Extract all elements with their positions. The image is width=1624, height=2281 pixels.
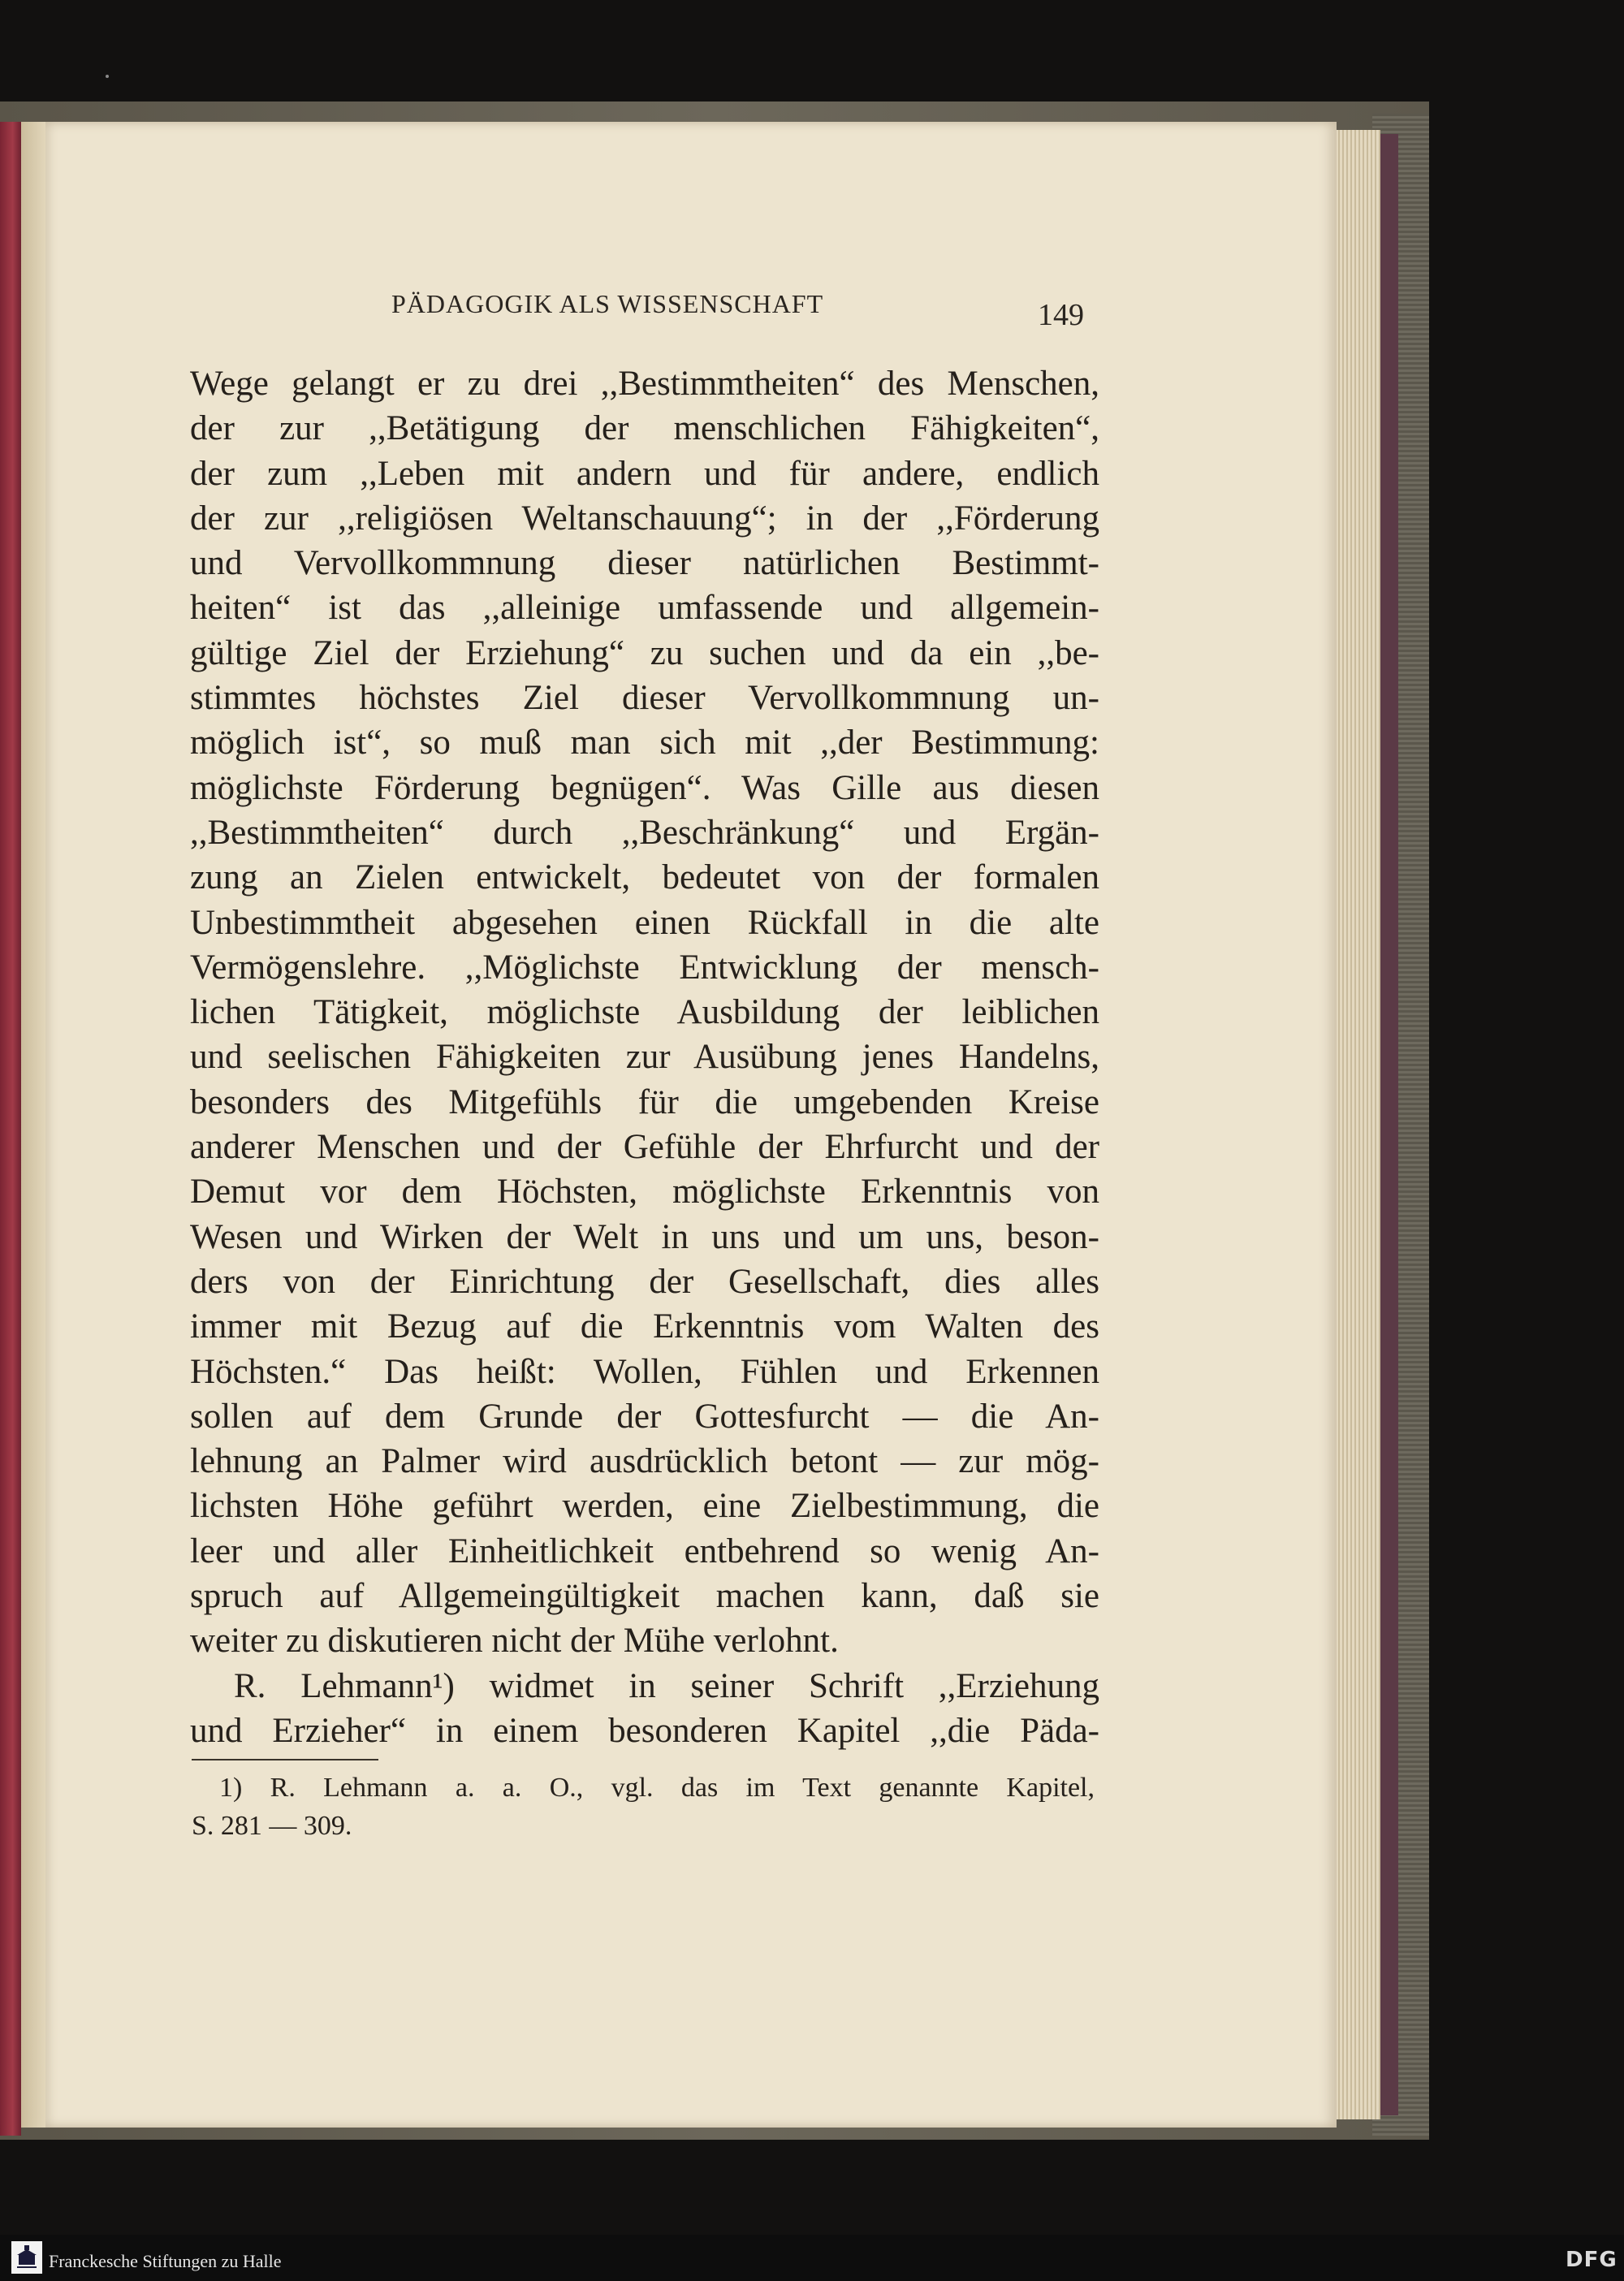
spine-band [0,122,21,2136]
text-line: und Erzieher“ in einem besonderen Kapitel ,,die Päda- [190,1711,1099,1750]
footnote-line: 1) R. Lehmann a. a. O., vgl. das im Text genannte Kapitel, [219,1773,1095,1803]
text-line: R. Lehmann¹) widmet in seiner Schrift ,,Erziehung [234,1666,1099,1705]
text-line: ,,Bestimmtheiten“ durch ,,Beschränkung“ und Ergän- [190,813,1099,852]
text-line: lichen Tätigkeit, möglichste Ausbildung der leiblichen [190,993,1099,1032]
text-line: möglich ist“, so muß man sich mit ,,der Bestimmung: [190,724,1099,762]
body-text [190,361,1099,1753]
text-line: spruch auf Allgemeingültigkeit machen kann, daß sie [190,1577,1099,1616]
text-line: lehnung an Palmer wird ausdrücklich betont — zur mög- [190,1442,1099,1481]
text-line: heiten“ ist das ,,alleinige umfassende und allgemein- [190,589,1099,628]
dust-speck [106,75,109,78]
text-line: Vermögenslehre. ,,Möglichste Entwicklung der mensch- [190,948,1099,987]
institution-logo-icon [11,2241,42,2274]
running-head: PÄDAGOGIK ALS WISSENSCHAFT [391,289,824,318]
text-line: Wege gelangt er zu drei ,,Bestimmtheiten“ des Menschen, [190,365,1099,403]
building-icon [15,2244,39,2271]
text-line: gültige Ziel der Erziehung“ zu suchen und da ein ,,be- [190,633,1099,672]
text-line: lichsten Höhe geführt werden, eine Zielbestimmung, die [190,1487,1099,1526]
text-line: anderer Menschen und der Gefühle der Ehrfurcht und der [190,1128,1099,1167]
text-line: und seelischen Fähigkeiten zur Ausübung jenes Handelns, [190,1038,1099,1077]
footnote-rule [192,1759,378,1760]
text-line: Höchsten.“ Das heißt: Wollen, Fühlen und Erkennen [190,1352,1099,1391]
text-line: besonders des Mitgefühls für die umgebenden Kreise [190,1082,1099,1121]
dfg-logo: DFG [1566,2248,1618,2272]
text-line: Wesen und Wirken der Welt in uns und um uns, beson- [190,1217,1099,1256]
text-line: weiter zu diskutieren nicht der Mühe verlohnt. [190,1622,839,1661]
footnotes [192,1769,1095,1845]
text-line: immer mit Bezug auf die Erkenntnis vom Walten des [190,1307,1099,1346]
text-line: der zur ,,religiösen Weltanschauung“; in der ,,Förderung [190,499,1099,538]
text-line: und Vervollkommnung dieser natürlichen Bestimmt- [190,544,1099,583]
text-line: stimmtes höchstes Ziel dieser Vervollkommnung un- [190,679,1099,718]
footnote-line: S. 281 — 309. [192,1811,352,1841]
text-line: der zum ,,Leben mit andern und für andere, endlich [190,454,1099,493]
text-line: ders von der Einrichtung der Gesellschaft, dies alles [190,1262,1099,1301]
text-line: Unbestimmtheit abgesehen einen Rückfall in die alte [190,903,1099,942]
text-line: zung an Zielen entwickelt, bedeutet von der formalen [190,858,1099,897]
text-line: Demut vor dem Höchsten, möglichste Erkenntnis von [190,1173,1099,1212]
facing-page-edge [21,122,45,2128]
footer-institution: Franckesche Stiftungen zu Halle [49,2251,282,2271]
text-line: leer und aller Einheitlichkeit entbehrend so wenig An- [190,1531,1099,1570]
text-line: möglichste Förderung begnügen“. Was Gille aus diesen [190,768,1099,807]
page-stack-edges [1332,130,1380,2119]
back-cover-edge [1380,134,1398,2115]
text-line: der zur ,,Betätigung der menschlichen Fähigkeiten“, [190,409,1099,448]
text-line: sollen auf dem Grunde der Gottesfurcht — die An- [190,1397,1099,1436]
page-number: 149 [1038,298,1084,332]
